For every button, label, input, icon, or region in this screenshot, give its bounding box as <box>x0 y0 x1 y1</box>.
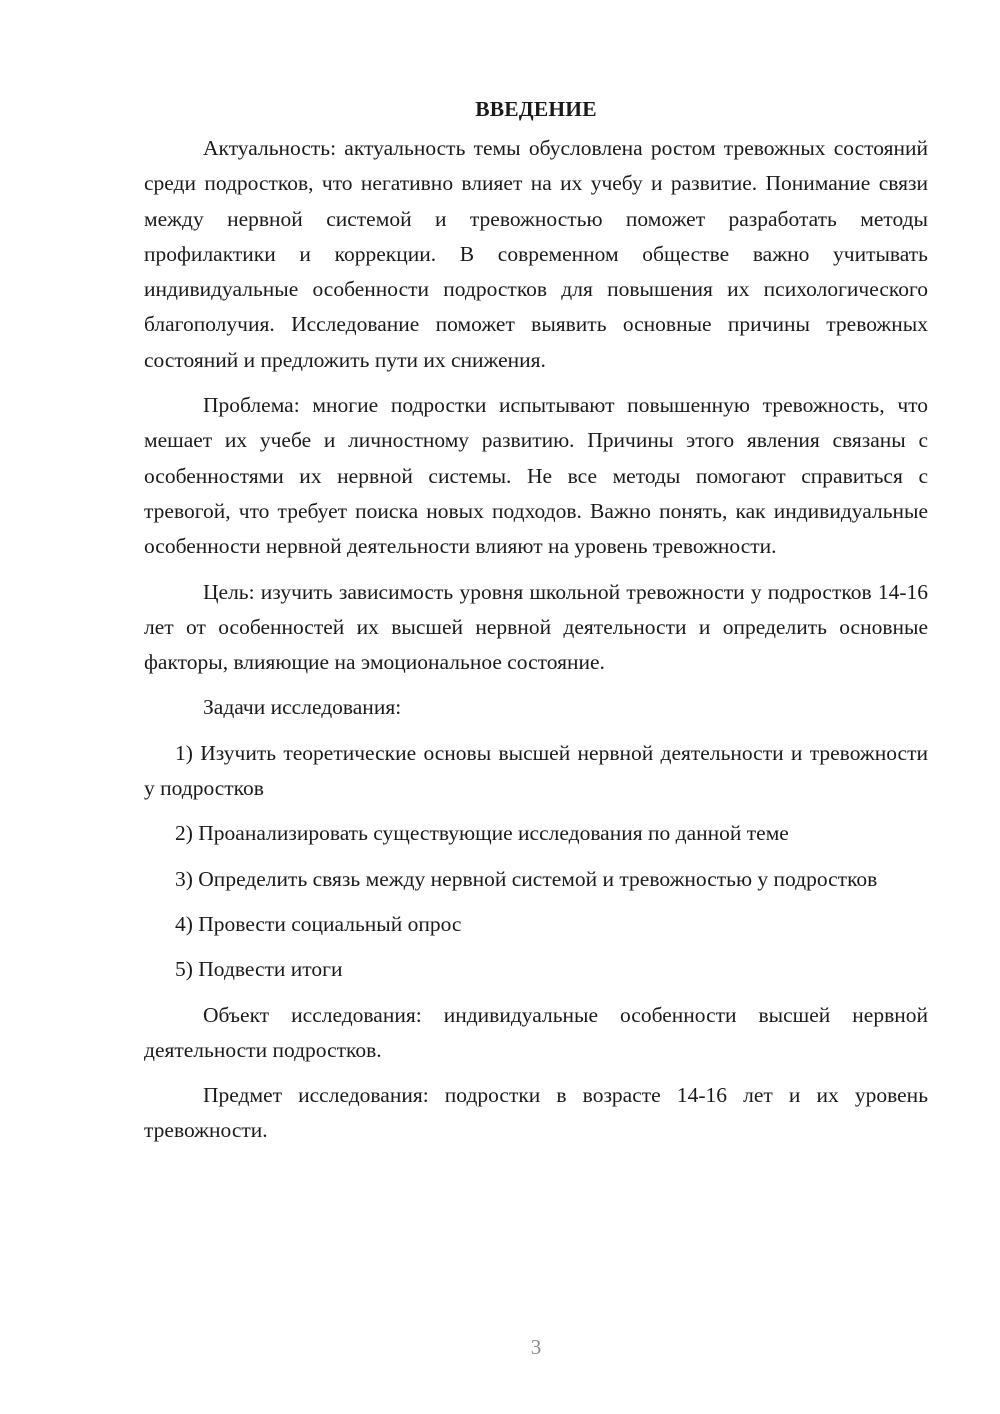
goal-paragraph: Цель: изучить зависимость уровня школьной тревожности у подростков 14-16 лет от особенностей их высшей нервной деятельности и определить основные факторы, влияющие на эмоциональное состояние. <box>144 579 928 675</box>
task-item-3: 3) Определить связь между нервной системой и тревожностью у подростков <box>175 866 878 891</box>
task-item-4: 4) Провести социальный опрос <box>175 911 462 936</box>
task-item-2: 2) Проанализировать существующие исследования по данной теме <box>175 821 789 846</box>
tasks-heading: Задачи исследования: <box>203 695 402 720</box>
page-number: 3 <box>530 1335 542 1359</box>
object-paragraph: Объект исследования: индивидуальные особенности высшей нервной деятельности подростков. <box>144 1002 928 1062</box>
page-title: ВВЕДЕНИЕ <box>475 97 597 121</box>
page-content <box>144 92 928 1159</box>
relevance-paragraph: Актуальность: актуальность темы обусловлена ростом тревожных состояний среди подростков, что негативно влияет на их учебу и развитие. Понимание связи между нервной системой и тревожностью поможет разработать методы профилактики и коррекции. В современном обществе важно учитывать индивидуальные особенности подростков для повышения их психологического благополучия. Исследование поможет выявить основные причины тревожных состояний и предложить пути их снижения. <box>144 136 928 372</box>
subject-paragraph: Предмет исследования: подростки в возрасте 14-16 лет и их уровень тревожности. <box>144 1083 928 1143</box>
problem-paragraph: Проблема: многие подростки испытывают повышенную тревожность, что мешает их учебе и личностному развитию. Причины этого явления связаны с особенностями их нервной системы. Не все методы помогают справиться с тревогой, что требует поиска новых подходов. Важно понять, как индивидуальные особенности нервной деятельности влияют на уровень тревожности. <box>144 393 928 559</box>
task-item-1: 1) Изучить теоретические основы высшей нервной деятельности и тревожности у подростков <box>144 740 928 801</box>
task-item-5: 5) Подвести итоги <box>175 957 343 982</box>
